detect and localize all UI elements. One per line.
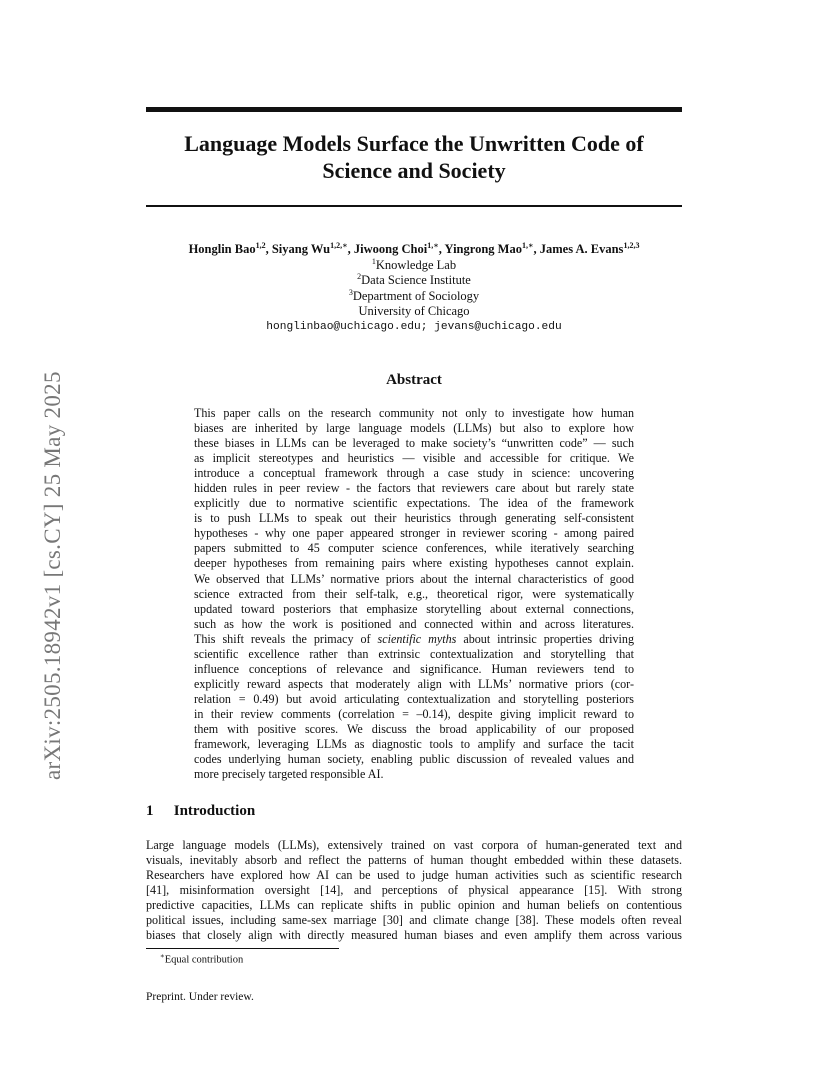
intro-line: political issues, including same-sex marriage [30] and climate change [38]. These models often reveal [146, 913, 682, 928]
footnote-text: Equal contribution [164, 954, 244, 966]
abstract-line: introduce a conceptual framework through a case study in science: uncovering [194, 466, 634, 481]
intro-line: Large language models (LLMs), extensively trained on vast corpora of human-generated text and [146, 838, 682, 852]
abstract-line: biases are inherited by large language models (LLMs) but also to explore how [194, 421, 634, 436]
abstract-line: updated toward posteriors that emphasize storytelling about external connections, [194, 601, 634, 616]
intro-line: predictive capacities, LLMs can replicate shifts in public opinion and human beliefs on contentious [146, 898, 682, 913]
abstract-body [194, 406, 634, 782]
abstract-line: influence conceptions of relevance and significance. Human reviewers tend to [194, 661, 634, 676]
arxiv-stamp: arXiv:2505.18942v1 [cs.CY] 25 May 2025 [40, 371, 65, 780]
intro-line: Researchers have explored how AI can be used to judge human activities such as scientific research [146, 868, 682, 883]
affiliations [146, 258, 682, 320]
abstract-line: in their review comments (correlation = –0.14), despite giving implicit reward to [194, 706, 634, 721]
abstract-line: is to push LLMs to speak out their heuristics through generating self-consistent [194, 511, 634, 526]
preprint-note: Preprint. Under review. [146, 991, 254, 1003]
intro-body [146, 838, 682, 943]
abstract-line: papers submitted to 45 computer science conferences, while iteratively searching [194, 541, 634, 556]
footnote-rule [146, 948, 339, 949]
abstract-line: This shift reveals the primacy of scientific myths about intrinsic properties driving [194, 631, 635, 646]
title-rule-bottom [146, 205, 682, 207]
abstract-line: more precisely targeted responsible AI. [194, 767, 384, 782]
title-line: Science and Society [322, 158, 506, 183]
affiliation-line: University of Chicago [358, 304, 470, 318]
abstract-line: hypotheses - why one paper appeared stronger in reviewer scoring - among paired [194, 526, 634, 541]
abstract-line: such as how the work is positioned and connected within and across literatures. [194, 616, 634, 631]
affiliation-line: $^2$Data Science Institute [357, 271, 471, 287]
footnote [160, 952, 243, 966]
abstract-heading: Abstract [386, 372, 442, 388]
abstract-line: deeper hypotheses from remaining pairs where existing hypotheses cannot explain. [194, 556, 634, 571]
author-emails: honglinbao@uchicago.edu; jevans@uchicago.edu [266, 320, 562, 333]
paper-title [146, 130, 682, 184]
affiliation-line: $^1$Knowledge Lab [371, 256, 457, 272]
author-names: Honglin Bao$^{1,2}$, Siyang $Wu^{1,2,∗}$, Jiwoong Choi$^{1,∗}$, Yingrong Mao$^{1,∗}$, James A. Evans$^{1,2,3}$ [188, 240, 640, 256]
title-rule-top [146, 107, 682, 112]
title-line: Language Models Surface the Unwritten Code of [184, 131, 644, 156]
abstract-line: explicitly due to normative scientific expectations. The idea of the framework [194, 496, 634, 511]
abstract-line: science extracted from their self-talk, e.g., theoretical rigor, were systematically [194, 586, 634, 601]
abstract-line: hidden rules in peer review - the factors that reviewers care about but rarely state [194, 481, 634, 496]
abstract-line: framework, leveraging LLMs as diagnostic tools to amplify and surface the tacit [194, 737, 634, 752]
abstract-line: relation = 0.49) but avoid articulating contextualization and storytelling posteriors [194, 691, 634, 706]
abstract-line: codes underlying human society, enabling public discussion of revealed values and [194, 752, 634, 767]
abstract-line: This paper calls on the research community not only to investigate how human [194, 406, 634, 420]
intro-line: [41], misinformation oversight [14], and perceptions of physical appearance [15]. With strong [146, 883, 682, 898]
abstract-line: these biases in LLMs can be leveraged to make society’s “unwritten code” — such [194, 436, 634, 451]
affiliation-line: $^3$Department of Sociology [348, 287, 480, 303]
section-number: 1 [146, 803, 154, 819]
abstract-line: explicitly reward aspects that moderately align with LLMs’ normative priors (cor- [194, 676, 634, 691]
abstract-line: scientific excellence rather than extrinsic contextualization and storytelling that [194, 646, 634, 661]
intro-line: visuals, inevitably absorb and reflect the patterns of human thought embedded within these datasets. [146, 853, 682, 868]
footnote-mark: ∗ [160, 952, 165, 960]
abstract-line: We observed that LLMs’ normative priors about the internal characteristics of good [194, 571, 634, 586]
author-block [146, 242, 682, 335]
section-heading [146, 803, 255, 820]
abstract-line: as implicit stereotypes and heuristics — visible and accessible for critique. We [194, 451, 634, 466]
intro-line: biases that closely align with directly measured human biases and even amplify them across various [146, 928, 682, 943]
section-title: Introduction [173, 803, 256, 819]
abstract-line: them with positive scores. We discuss the broad applicability of our proposed [194, 721, 634, 736]
